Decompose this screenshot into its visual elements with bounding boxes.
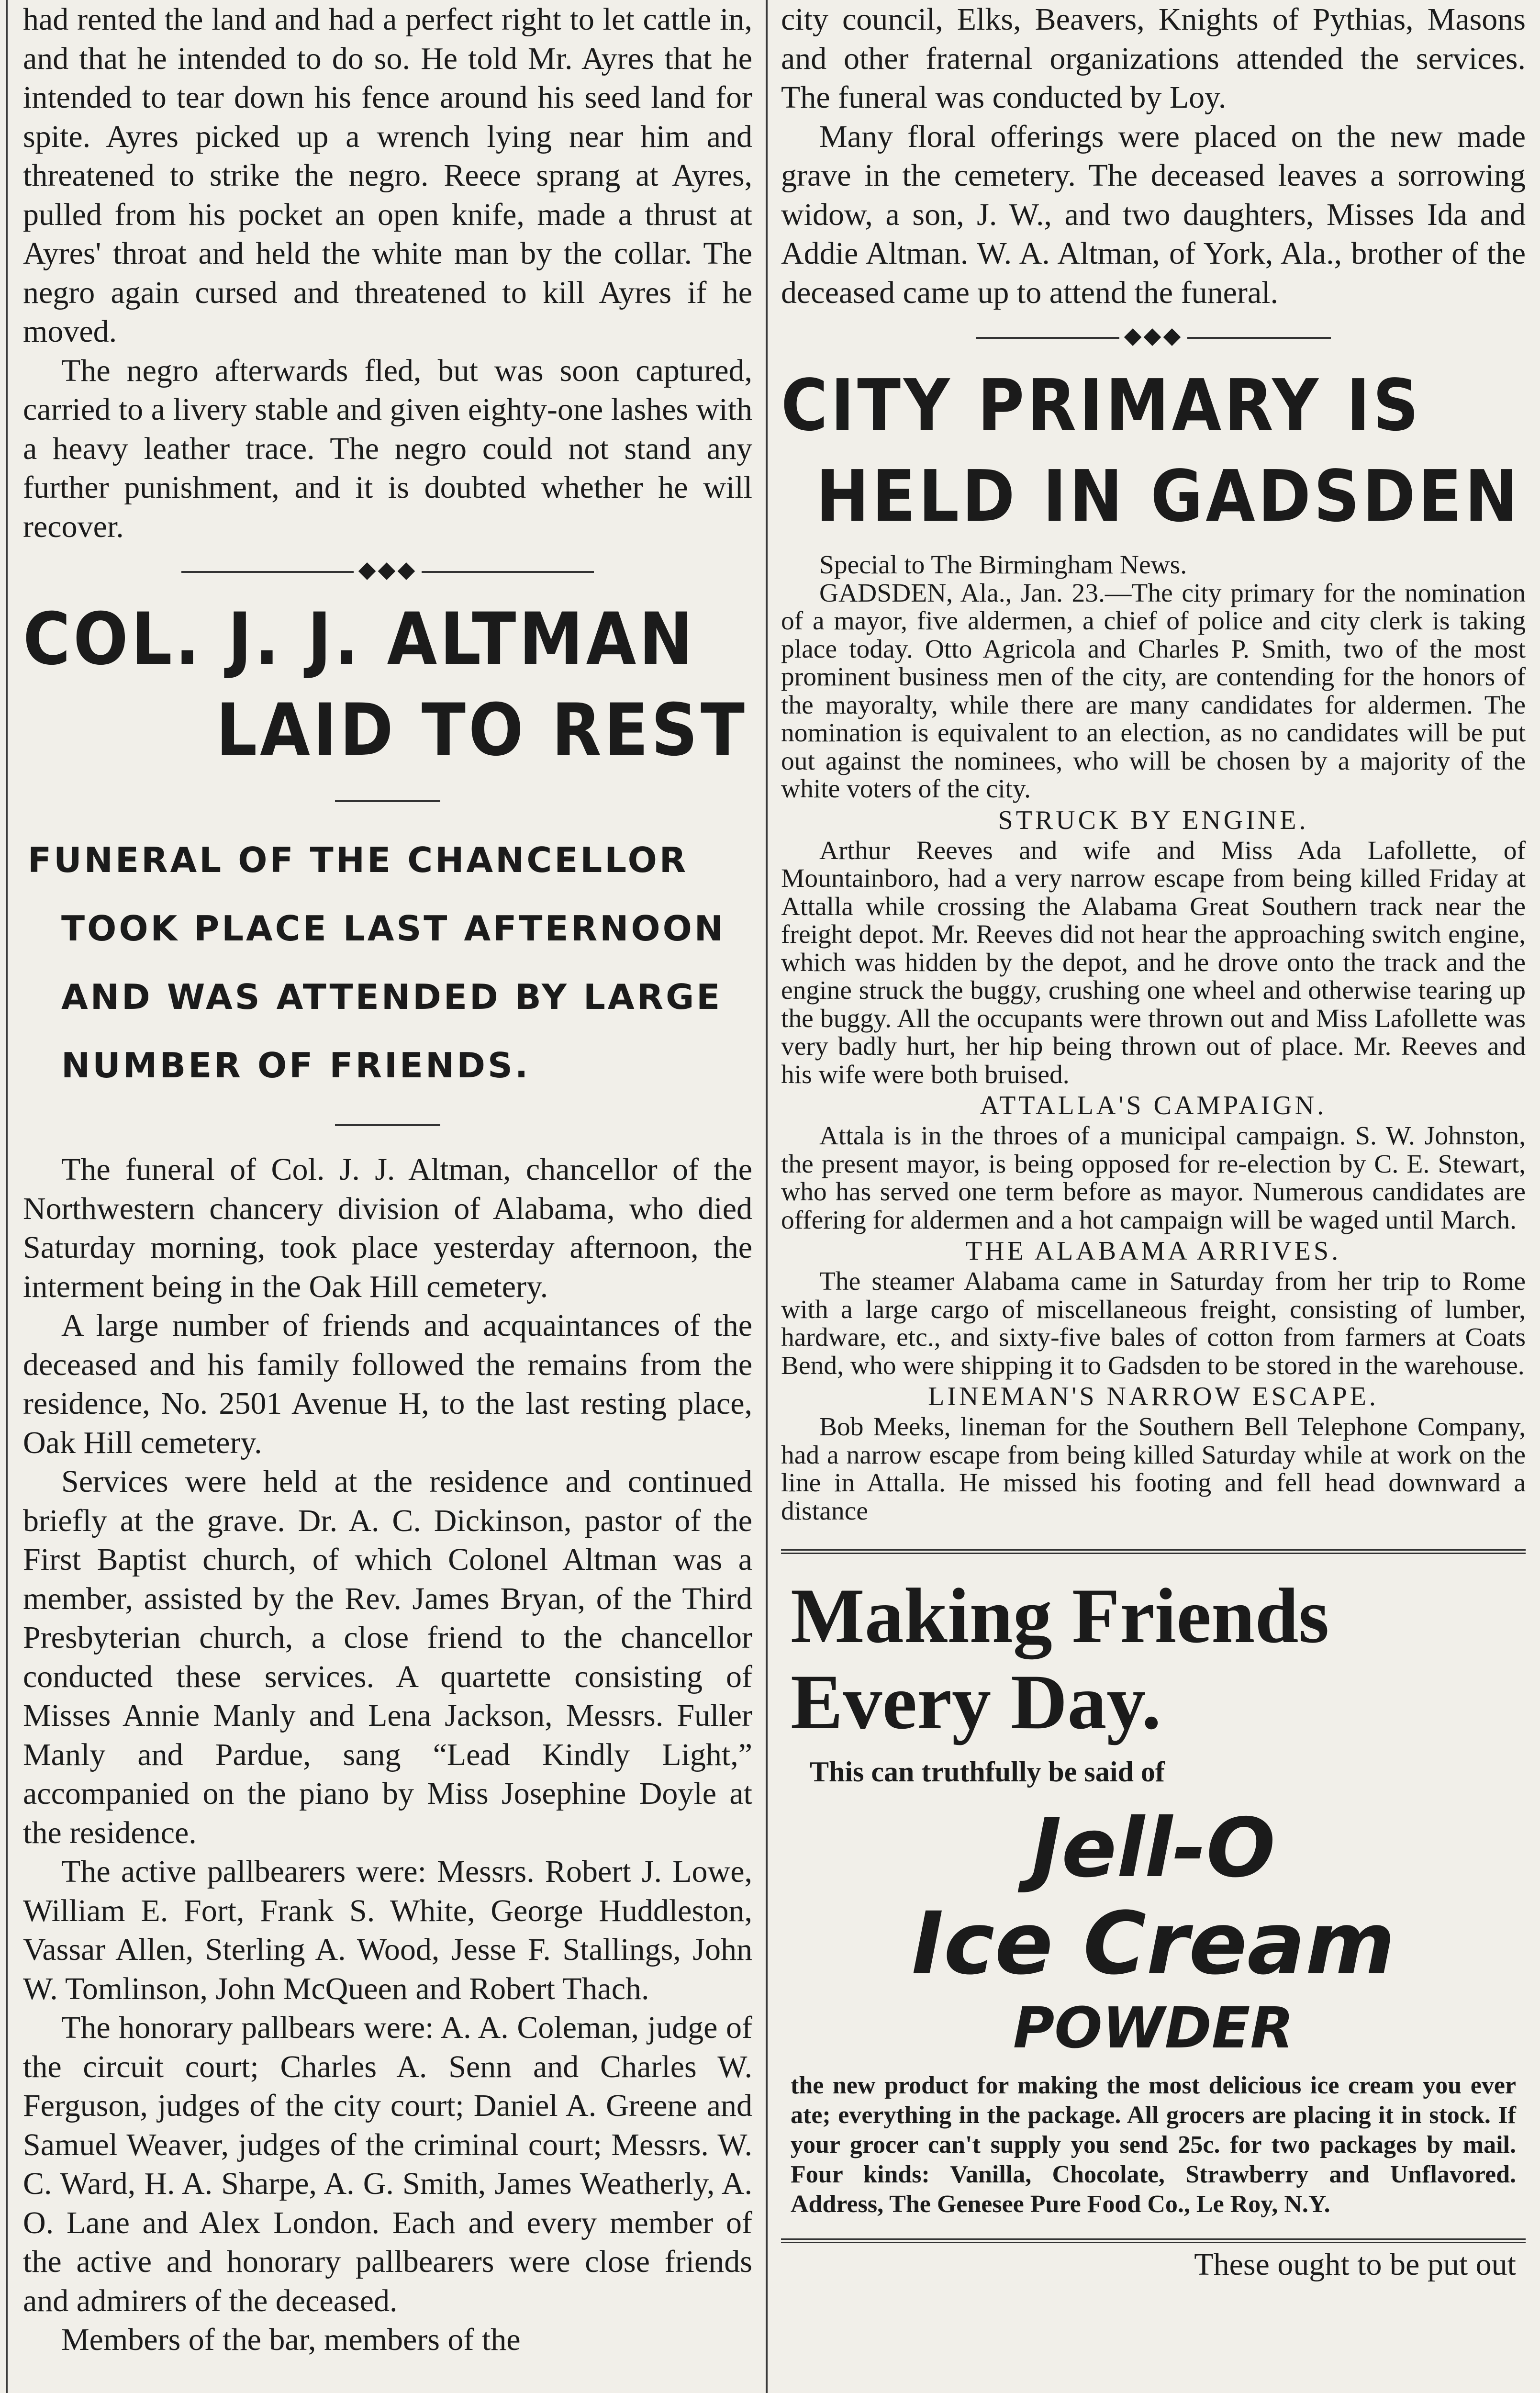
article-paragraph: Members of the bar, members of the <box>61 2322 521 2357</box>
ad-subtitle: This can truthfully be said of <box>810 1756 1165 1788</box>
gadsden-headline-line2: HELD IN GADSDEN <box>815 455 1521 537</box>
ad-body: the new product for making the most delicious ice cream you ever ate; everything in the package. All grocers are placing it in stock. If your grocer can't supply you send 25c. for two packages by mail. Four kinds: Vanilla, Chocolate, Strawberry and Unflavored. Address, The Genesee Pure Food Co., Le Roy, N.Y. <box>791 2072 1516 2218</box>
altman-headline <box>23 594 752 776</box>
jello-advertisement <box>781 1549 1526 2243</box>
article-paragraph: A large number of friends and acquaintances of the deceased and his family followed the remains from the residence, No. 2501 Avenue H, to the last resting place, Oak Hill cemetery. <box>23 1308 752 1460</box>
ad-brand-line1: Jell-O <box>1031 1801 1276 1896</box>
ad-title-line1: Making Friends <box>791 1573 1329 1659</box>
continued-paragraph-1: city council, Elks, Beavers, Knights of Pythias, Masons and other fraternal organizations attended the services. The funeral was conducted by Loy. <box>781 2 1526 115</box>
section-text: Arthur Reeves and wife and Miss Ada Lafollette, of Mountainboro, had a very narrow escape from being killed Friday at Attalla while crossing the Alabama Great Southern track near the freight depot. Mr. Reeves did not hear the approaching switch engine, which was hidden by the depot, and he drove onto the track and the engine struck the buggy, crushing one wheel and otherwise tearing up the buggy. All the occupants were thrown out and Miss Lafollette was very badly hurt, her hip being thrown out of place. Mr. Reeves and his wife were both bruised. <box>781 836 1526 1089</box>
section-title: STRUCK BY ENGINE. <box>998 805 1309 835</box>
dispatch-lead: Special to The Birmingham News. <box>819 550 1187 580</box>
dispatch-body: GADSDEN, Ala., Jan. 23.—The city primary for the nomination of a mayor, five aldermen, a chief of police and city clerk is taking place today. Otto Agricola and Charles P. Smith, two of the most prominent business men of the city, are contending for the honors of the mayoralty, while there are many candidates for aldermen. The nomination is equivalent to an election, as no candidates will be put out against the nominees, who will be chosen by a majority of the white voters of the city. <box>781 578 1526 804</box>
gadsden-article <box>781 551 1526 1525</box>
deck-line-1: FUNERAL OF THE CHANCELLOR <box>28 840 689 880</box>
altman-headline-line1: COL. J. J. ALTMAN <box>23 598 696 681</box>
page-left-border <box>6 0 8 2393</box>
deck-line-3: AND WAS ATTENDED BY LARGE <box>61 977 723 1017</box>
section-title: ATTALLA'S CAMPAIGN. <box>980 1091 1327 1120</box>
deck-line-4: NUMBER OF FRIENDS. <box>61 1045 531 1085</box>
altman-headline-line2: LAID TO REST <box>216 689 748 772</box>
article-paragraph: The funeral of Col. J. J. Altman, chancellor of the Northwestern chancery division of Alabama, who died Saturday morning, took place yesterday afternoon, the interment being in the Oak Hill cemetery. <box>23 1152 752 1304</box>
section-text: Bob Meeks, lineman for the Southern Bell Telephone Company, had a narrow escape from being killed Saturday while at work on the line in Attalla. He missed his footing and fell head downward a distance <box>781 1412 1526 1526</box>
ad-brand-line3: POWDER <box>1013 1995 1294 2061</box>
section-text: Attala is in the throes of a municipal campaign. S. W. Johnston, the present mayor, is being opposed for re-election by C. E. Stewart, who has served one term before as mayor. Numerous candidates are offering for aldermen and a hot campaign will be waged until March. <box>781 1121 1526 1235</box>
altman-deck <box>23 826 752 1100</box>
deck-rule <box>335 1124 440 1126</box>
continued-paragraph-1: had rented the land and had a perfect right to let cattle in, and that he intended to do so. He told Mr. Ayres that he intended to tear down his fence around his seed land for spite. Ayres picked up a wrench lying near him and threatened to strike the negro. Reece sprang at Ayres, pulled from his pocket an open knife, made a thrust at Ayres' throat and held the white man by the collar. The negro again cursed and threatened to kill Ayres if he moved. <box>23 2 752 349</box>
section-text: The steamer Alabama came in Saturday from her trip to Rome with a large cargo of miscellaneous freight, consisting of lumber, hardware, etc., and sixty-five bales of cotton from farmers at Coats Bend, who were shipping it to Gadsden to be stored in the warehouse. <box>781 1267 1526 1380</box>
article-separator: ◆◆◆ <box>23 551 752 589</box>
article-separator: ◆◆◆ <box>781 317 1526 355</box>
section-title: LINEMAN'S NARROW ESCAPE. <box>928 1382 1379 1411</box>
headline-rule <box>335 800 440 802</box>
left-column <box>10 0 761 2393</box>
ad-brand-line2: Ice Cream <box>911 1894 1395 1994</box>
article-paragraph: Services were held at the residence and continued briefly at the grave. Dr. A. C. Dickinson, pastor of the First Baptist church, of which Colonel Altman was a member, assisted by the Rev. James Bryan, of the Third Presbyterian church, a close friend to the chancellor conducted these services. A quartette consisting of Misses Annie Manly and Lena Jackson, Messrs. Fuller Manly and Pardue, sang “Lead Kindly Light,” accompanied on the piano by Miss Josephine Doyle at the residence. <box>23 1464 752 1850</box>
gadsden-headline <box>781 360 1526 542</box>
section-title: THE ALABAMA ARRIVES. <box>965 1236 1341 1266</box>
deck-line-2: TOOK PLACE LAST AFTERNOON <box>61 908 726 949</box>
continued-paragraph-2: Many floral offerings were placed on the new made grave in the cemetery. The deceased leaves a sorrowing widow, a son, J. W., and two daughters, Misses Ida and Addie Altman. W. A. Altman, of York, Ala., brother of the deceased came up to attend the funeral. <box>781 119 1526 310</box>
column-divider <box>766 0 768 2393</box>
footer-fragment: These ought to be put out <box>1194 2247 1516 2282</box>
altman-article-body <box>23 1150 752 2359</box>
article-paragraph: The honorary pallbears were: A. A. Coleman, judge of the circuit court; Charles A. Senn and Charles W. Ferguson, judges of the city court; Daniel A. Greene and Samuel Weaver, judges of the criminal court; Messrs. W. C. Ward, H. A. Sharpe, A. G. Smith, James Weatherly, A. O. Lane and Alex London. Each and every member of the active and honorary pallbearers were close friends and admirers of the deceased. <box>23 2010 752 2318</box>
gadsden-headline-line1: CITY PRIMARY IS <box>781 364 1422 447</box>
continued-paragraph-2: The negro afterwards fled, but was soon captured, carried to a livery stable and given eighty-one lashes with a heavy leather trace. The negro could not stand any further punishment, and it is doubted whether he will recover. <box>23 353 752 544</box>
article-paragraph: The active pallbearers were: Messrs. Robert J. Lowe, William E. Fort, Frank S. White, George Huddleston, Vassar Allen, Sterling A. Wood, Jesse F. Stallings, John W. Tomlinson, John McQueen and Robert Thach. <box>23 1854 752 2006</box>
right-column <box>775 0 1530 2393</box>
ad-title-line2: Every Day. <box>791 1659 1161 1745</box>
